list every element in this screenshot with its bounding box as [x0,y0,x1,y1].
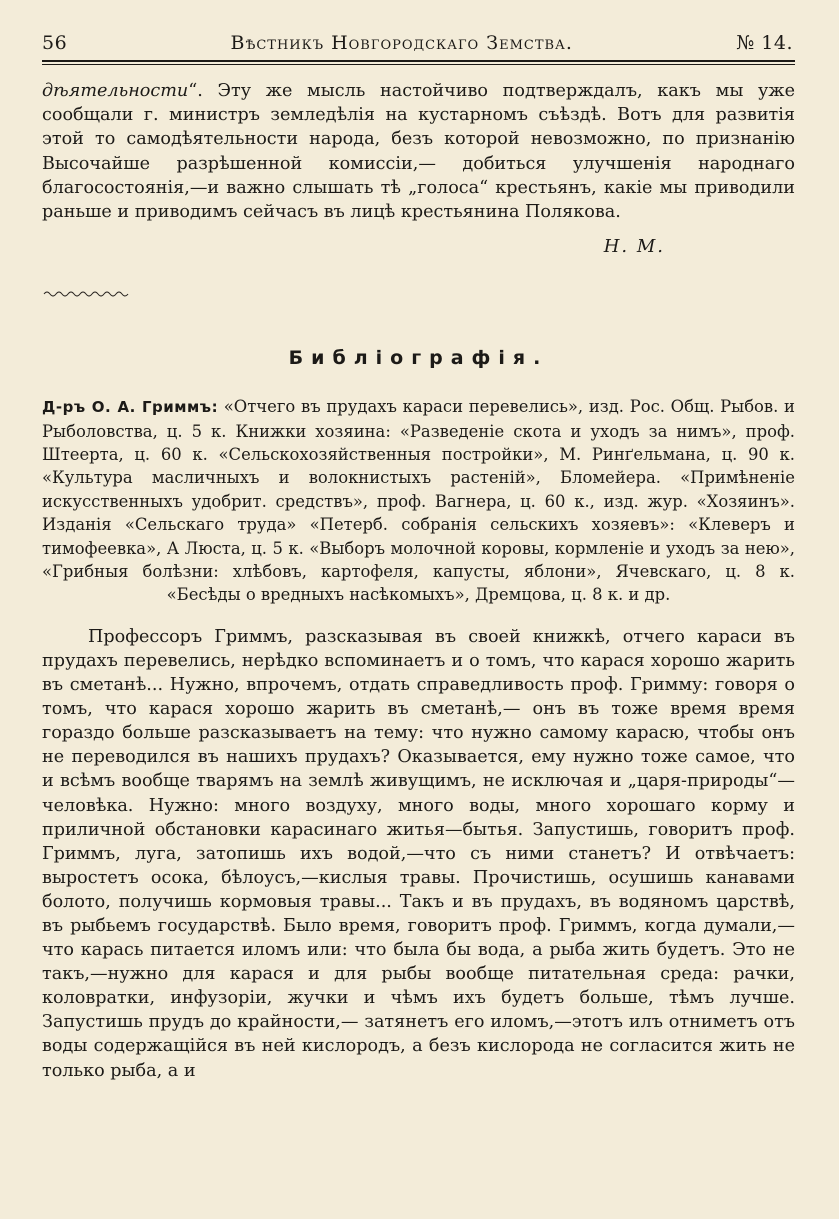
wavy-divider-ornament [42,289,132,299]
section-title: Библіографія. [288,347,549,370]
running-header [42,32,795,60]
page-number: 56 [42,32,68,54]
main-article-text: Профессоръ Гриммъ, разсказывая въ своей книжкѣ, отчего караси въ прудахъ перевелись, нерѣдко вспоминаетъ и о томъ, что карася хорошо жарить въ сметанѣ... Нужно, впрочемъ, отдать справедливость проф. Гримму: говоря о томъ, что карася хорошо жарить въ сметанѣ,— онъ въ тоже время время гораздо больше разсказываетъ на тему: что нужно самому карасю, чтобы онъ не переводился въ нашихъ прудахъ? Оказывается, ему нужно тоже самое, что и всѣмъ вообще тварямъ на землѣ живущимъ, не исключая и „царя-природы“—человѣка. Нужно: много воздуху, много воды, много хорошаго корму и приличной обстановки карасинаго житья—бытья. Запустишь, говоритъ проф. Гриммъ, луга, затопишь ихъ водой,—что съ ними станетъ? И отвѣчаетъ: выростетъ осока, бѣлоусъ,—кислыя травы. Прочистишь, осушишь канавами болото, получишь кормовыя травы... Такъ и въ прудахъ, въ водяномъ царствѣ, въ рыбьемъ государствѣ. Было время, говоритъ проф. Гриммъ, когда думали,—что карась питается иломъ или: что была бы вода, а рыба жить будетъ. Это не такъ,—нужно для карася и для рыбы вообще питательная среда: рачки, коловратки, инфузоріи, жучки и чѣмъ ихъ будетъ больше, тѣмъ лучше. Запустишь прудъ до крайности,— затянетъ его иломъ,—этотъ илъ отниметъ отъ воды содержащійся въ ней кислородъ, а безъ кислорода не согласится жить не только рыба, а и [42,626,795,1081]
author-signature: Н. М. [603,236,665,258]
header-rule-thin [42,64,795,65]
bibliography-text: «Отчего въ прудахъ караси перевелись», изд. Рос. Общ. Рыбов. и Рыболовства, ц. 5 к. Книжки хозяина: «Разведеніе скота и уходъ за нимъ», проф. Штеерта, ц. 60 к. «Сельскохозяйственныя постройки», М. Ринґельмана, ц. 90 к. «Культура масличныхъ и волокнистыхъ растеній», Бломейера. «Примѣненіе искусственныхъ удобрит. средствъ», проф. Вагнера, ц. 60 к., изд. жур. «Хозяинъ». Изданія «Сельскаго труда» «Петерб. собранія сельскихъ хозяевъ»: «Клеверъ и тимофеевка», А Люста, ц. 5 к. «Выборъ молочной коровы, кормленіе и уходъ за нею», «Грибныя болѣзни: хлѣбовъ, картофеля, капусты, яблони», Ячевскаго, ц. 8 к. «Бесѣды о вредныхъ насѣкомыхъ», Дремцова, ц. 8 к. и др. [42,397,795,605]
bibliography-author: Д-ръ О. А. Гриммъ: [42,398,219,417]
intro-paragraph [42,79,795,224]
bibliography-entry [42,395,795,607]
header-rule [42,60,795,62]
journal-title: Вѣстникъ Новгородскаго Земства. [230,32,573,54]
issue-number: № 14. [736,32,793,54]
intro-text: “. Эту же мысль настойчиво подтверждалъ, какъ мы уже сообщали г. министръ земледѣлія на кустарномъ съѣздѣ. Вотъ для развитія этой то самодѣятельности народа, безъ которой невозможно, по признанію Высочайше разрѣшенной комиссіи,— добиться улучшенія народнаго благосостоянія,—и важно слышать тѣ „голоса“ крестьянъ, какіе мы приводили раньше и приводимъ сейчасъ въ лицѣ крестьянина Полякова. [42,81,795,223]
intro-italic-lead: дѣятельности [42,81,189,101]
